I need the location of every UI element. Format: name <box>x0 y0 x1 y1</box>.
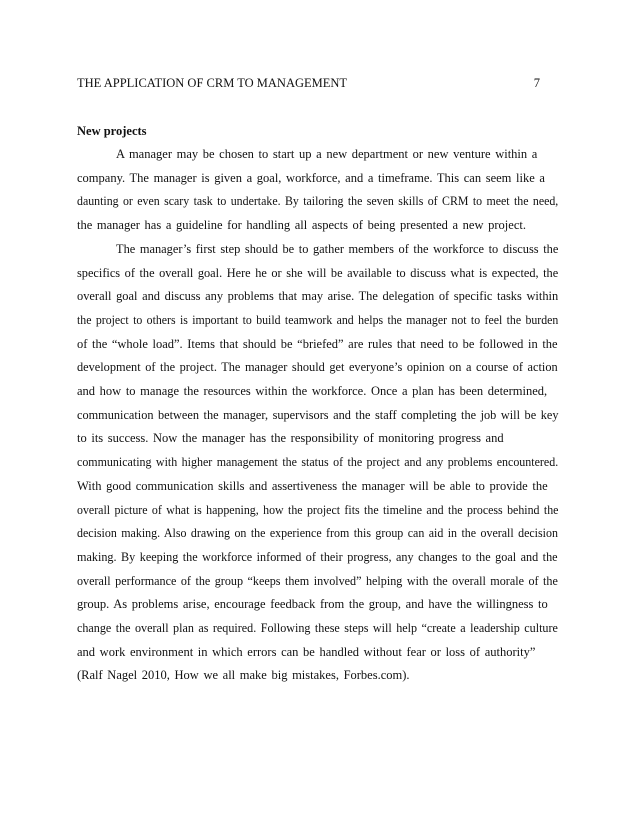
text-line: communicating with higher management the status of the project and any problems encountered. <box>77 455 559 470</box>
section-heading: New projects <box>77 124 147 138</box>
text-line: the project to others is important to build teamwork and helps the manager not to feel the burden <box>77 312 559 327</box>
text-line: A manager may be chosen to start up a new department or new venture within a <box>116 147 538 161</box>
text-line: overall goal and discuss any problems that may arise. The delegation of specific tasks within <box>77 289 559 304</box>
text-line: specifics of the overall goal. Here he or she will be available to discuss what is expected, the <box>77 265 559 280</box>
page-header <box>77 73 547 93</box>
text-line: company. The manager is given a goal, workforce, and a timeframe. This can seem like a <box>77 170 545 185</box>
page-number: 7 <box>533 76 540 90</box>
text-line: making. By keeping the workforce informed of their progress, any changes to the goal and the <box>77 549 558 564</box>
text-line: overall performance of the group “keeps them involved” helping with the overall morale of the <box>77 573 558 588</box>
text-line: communication between the manager, supervisors and the staff completing the job will be key <box>77 407 559 422</box>
text-line: The manager’s first step should be to gather members of the workforce to discuss the <box>116 241 559 256</box>
text-line: and how to manage the resources within the workforce. Once a plan has been determined, <box>77 384 548 398</box>
text-line: change the overall plan as required. Following these steps will help “create a leadership culture <box>77 621 558 635</box>
text-line: and work environment in which errors can be handled without fear or loss of authority” <box>77 644 536 659</box>
text-line: group. As problems arise, encourage feedback from the group, and have the willingness to <box>77 597 548 612</box>
text-line: overall picture of what is happening, how the project fits the timeline and the process behind the <box>77 502 559 517</box>
text-line: to its success. Now the manager has the responsibility of monitoring progress and <box>77 431 504 446</box>
text-line: decision making. Also drawing on the experience from this group can aid in the overall decision <box>77 526 558 541</box>
text-line: the manager has a guideline for handling all aspects of being presented a new project. <box>77 218 526 233</box>
text-line: of the “whole load”. Items that should be “briefed” are rules that need to be followed in the <box>77 336 558 351</box>
text-line: daunting or even scary task to undertake. By tailoring the seven skills of CRM to meet the need, <box>77 194 559 209</box>
text-line: development of the project. The manager should get everyone’s opinion on a course of action <box>77 360 558 375</box>
text-line: (Ralf Nagel 2010, How we all make big mistakes, Forbes.com). <box>77 668 410 683</box>
running-head: THE APPLICATION OF CRM TO MANAGEMENT <box>77 76 348 90</box>
text-line: With good communication skills and assertiveness the manager will be able to provide the <box>77 478 548 493</box>
